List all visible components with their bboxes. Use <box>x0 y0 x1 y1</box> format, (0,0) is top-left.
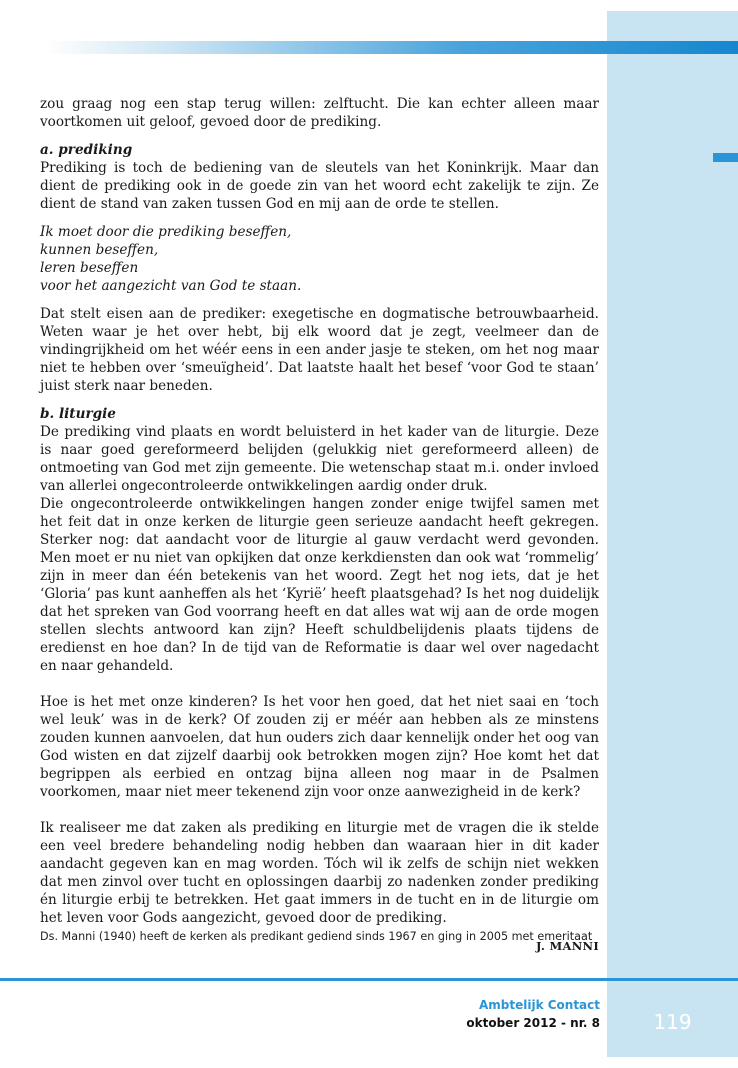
side-marker <box>713 153 738 162</box>
side-panel <box>607 11 738 1057</box>
magazine-name: Ambtelijk Contact <box>478 998 600 1012</box>
footer-rule <box>0 978 738 981</box>
heading-liturgie: b. liturgie <box>40 406 116 422</box>
heading-prediking: a. prediking <box>40 142 133 158</box>
magazine-info <box>466 996 600 1032</box>
author-footnote: Ds. Manni (1940) heeft de kerken als predikant gediend sinds 1967 en ging in 2005 met emeritaat <box>40 930 593 943</box>
issue-label: oktober 2012 - nr. 8 <box>466 1016 600 1030</box>
paragraph-conclusie: Ik realiseer me dat zaken als prediking en liturgie met de vragen die ik stelde een veel bredere behandeling nodig hebben dan waaraan hier in dit kader aandacht gegeven kan en mag worden. Tóch wil ik zelfs de schijn niet wekken dat men zinvol over tucht en oplossingen daarbij zo nadenken zonder prediking én liturgie erbij te betrekken. Het gaat immers in de tucht en in de liturgie om het leven voor Gods aangezicht, gevoed door de prediking. <box>40 820 599 926</box>
article-body <box>40 95 599 955</box>
poem-line: leren beseffen <box>40 260 139 276</box>
paragraph-kinderen: Hoe is het met onze kinderen? Is het voor hen goed, dat het niet saai en ‘toch wel leuk’ was in de kerk? Of zouden zij er méér aan hebben als ze minstens zouden kunnen aanvoelen, dat hun ouders zich daar kennelijk onder het oog van God wisten en dat zijzelf daarbij ook betrokken mogen zijn? Hoe komt het dat begrippen als eerbied en ontzag bijna alleen nog maar in de Psalmen voorkomen, maar niet meer tekenend zijn voor onze aanwezigheid in de kerk? <box>40 694 599 800</box>
paragraph-liturgie-1: De prediking vind plaats en wordt beluisterd in het kader van de liturgie. Deze is naar goed gereformeerd belijden (gelukkig niet gereformeerd alleen) de ontmoeting van God met zijn gemeente. Die wetenschap staat m.i. onder invloed van allerlei ongecontroleerde ontwikkelingen aardig onder druk. <box>40 424 599 494</box>
poem-line: voor het aangezicht van God te staan. <box>40 278 302 294</box>
poem-line: kunnen beseffen, <box>40 242 159 258</box>
poem <box>40 223 599 295</box>
paragraph-liturgie-2: Die ongecontroleerde ontwikkelingen hangen zonder enige twijfel samen met het feit dat in onze kerken de liturgie geen serieuze aandacht heeft gekregen. Sterker nog: dat aandacht voor de liturgie al gauw verdacht werd gevonden. Men moet er nu niet van opkijken dat onze kerkdiensten dan ook wat ‘rommelig’ zijn in meer dan één betekenis van het woord. Zegt het nog iets, dat je het ‘Gloria’ pas kunt aanheffen als het ‘Kyrië’ heeft plaatsgehad? Is het nog duidelijk dat het spreken van God voorrang heeft en dat alles wat wij aan de orde mogen stellen slechts antwoord kan zijn? Heeft schuldbelijdenis plaats tijdens de eredienst en hoe dan? In de tijd van de Reformatie is daar wel over nagedacht en naar gehandeld. <box>40 496 599 674</box>
header-gradient-bar <box>44 41 738 54</box>
author-signature: J. MANNI <box>535 939 599 953</box>
page-number: 119 <box>653 1010 692 1034</box>
paragraph-prediking-2: Dat stelt eisen aan de prediker: exegetische en dogmatische betrouwbaarheid. Weten waar je het over hebt, bij elk woord dat je zegt, veelmeer dan de vindingrijkheid om het wéér eens in een ander jasje te steken, om het nog maar niet te hebben over ‘smeuïgheid’. Dat laatste haalt het besef ‘voor God te staan’ juist sterk naar beneden. <box>40 306 599 394</box>
poem-line: Ik moet door die prediking beseffen, <box>40 224 292 240</box>
paragraph-prediking-1: Prediking is toch de bediening van de sleutels van het Koninkrijk. Maar dan dient de prediking ook in de goede zin van het woord echt zakelijk te zijn. Ze dient de stand van zaken tussen God en mij aan de orde te stellen. <box>40 160 599 212</box>
paragraph-intro: zou graag nog een stap terug willen: zelftucht. Die kan echter alleen maar voortkomen uit geloof, gevoed door de prediking. <box>40 96 599 130</box>
